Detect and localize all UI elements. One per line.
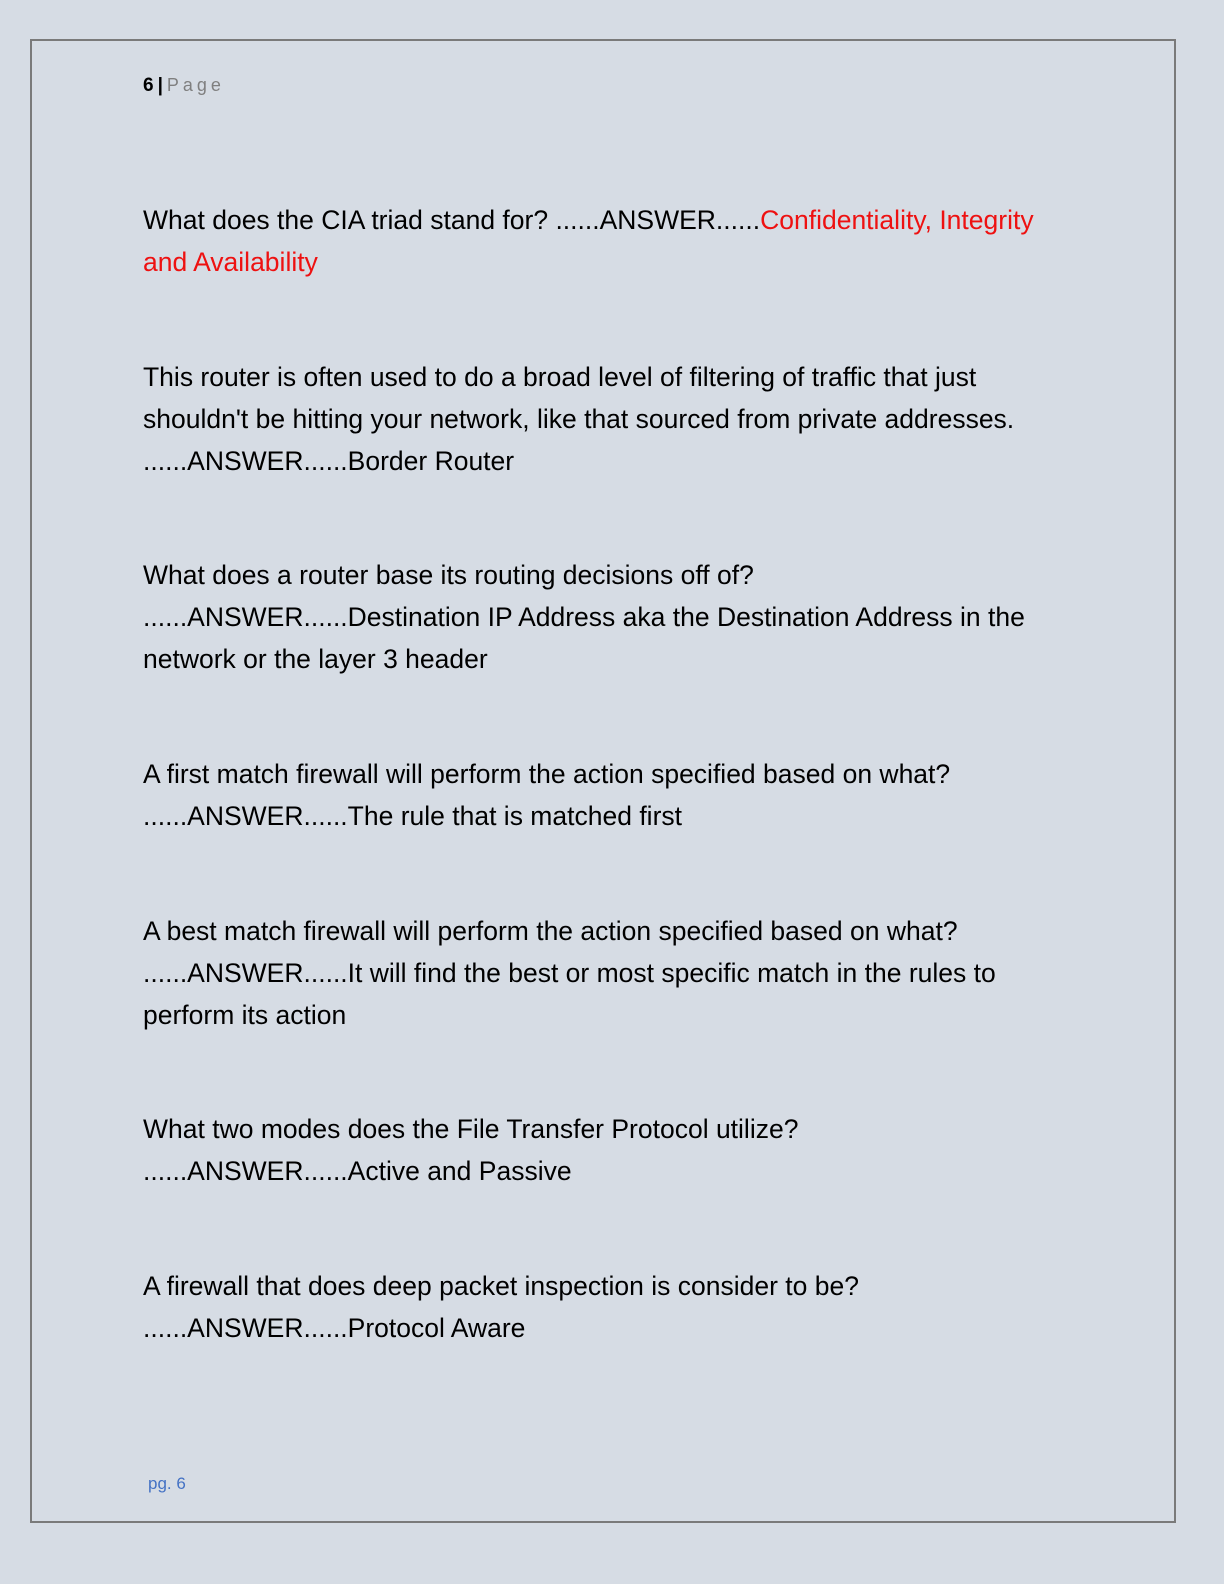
answer-text: Border Router xyxy=(347,446,515,476)
answer-text: Destination IP Address aka the Destination Address in the network or the layer 3 header xyxy=(143,602,1025,674)
qa-item xyxy=(143,1265,1063,1349)
qa-item xyxy=(143,356,1063,482)
qa-item xyxy=(143,199,1063,283)
answer-text: The rule that is matched first xyxy=(347,801,683,831)
question-text: What two modes does the File Transfer Protocol utilize? ......ANSWER...... xyxy=(143,1114,799,1186)
page-footer: pg. 6 xyxy=(148,1474,186,1493)
qa-item xyxy=(143,910,1063,1036)
question-text: A first match firewall will perform the action specified based on what? ......ANSWER...... xyxy=(143,759,951,831)
question-text: This router is often used to do a broad level of filtering of traffic that just shouldn't be hitting your network, like that sourced from private addresses. ......ANSWER...... xyxy=(143,362,1015,476)
answer-text: Confidentiality, Integrity and Availability xyxy=(143,205,1034,277)
answer-text: Active and Passive xyxy=(347,1156,572,1186)
qa-item xyxy=(143,554,1063,680)
question-text: What does a router base its routing decisions off of? ......ANSWER...... xyxy=(143,560,754,632)
qa-item xyxy=(143,753,1063,837)
header-separator: | xyxy=(157,75,163,96)
question-text: A firewall that does deep packet inspection is consider to be? ......ANSWER...... xyxy=(143,1271,859,1343)
page-number: 6 xyxy=(143,75,154,96)
answer-text: Protocol Aware xyxy=(347,1313,526,1343)
answer-text: It will find the best or most specific match in the rules to perform its action xyxy=(143,958,996,1030)
question-text: What does the CIA triad stand for? ......ANSWER...... xyxy=(143,205,761,235)
page-header xyxy=(143,72,225,99)
qa-item xyxy=(143,1108,1063,1192)
page-word: Page xyxy=(166,75,225,95)
question-text: A best match firewall will perform the action specified based on what? ......ANSWER...... xyxy=(143,916,958,988)
